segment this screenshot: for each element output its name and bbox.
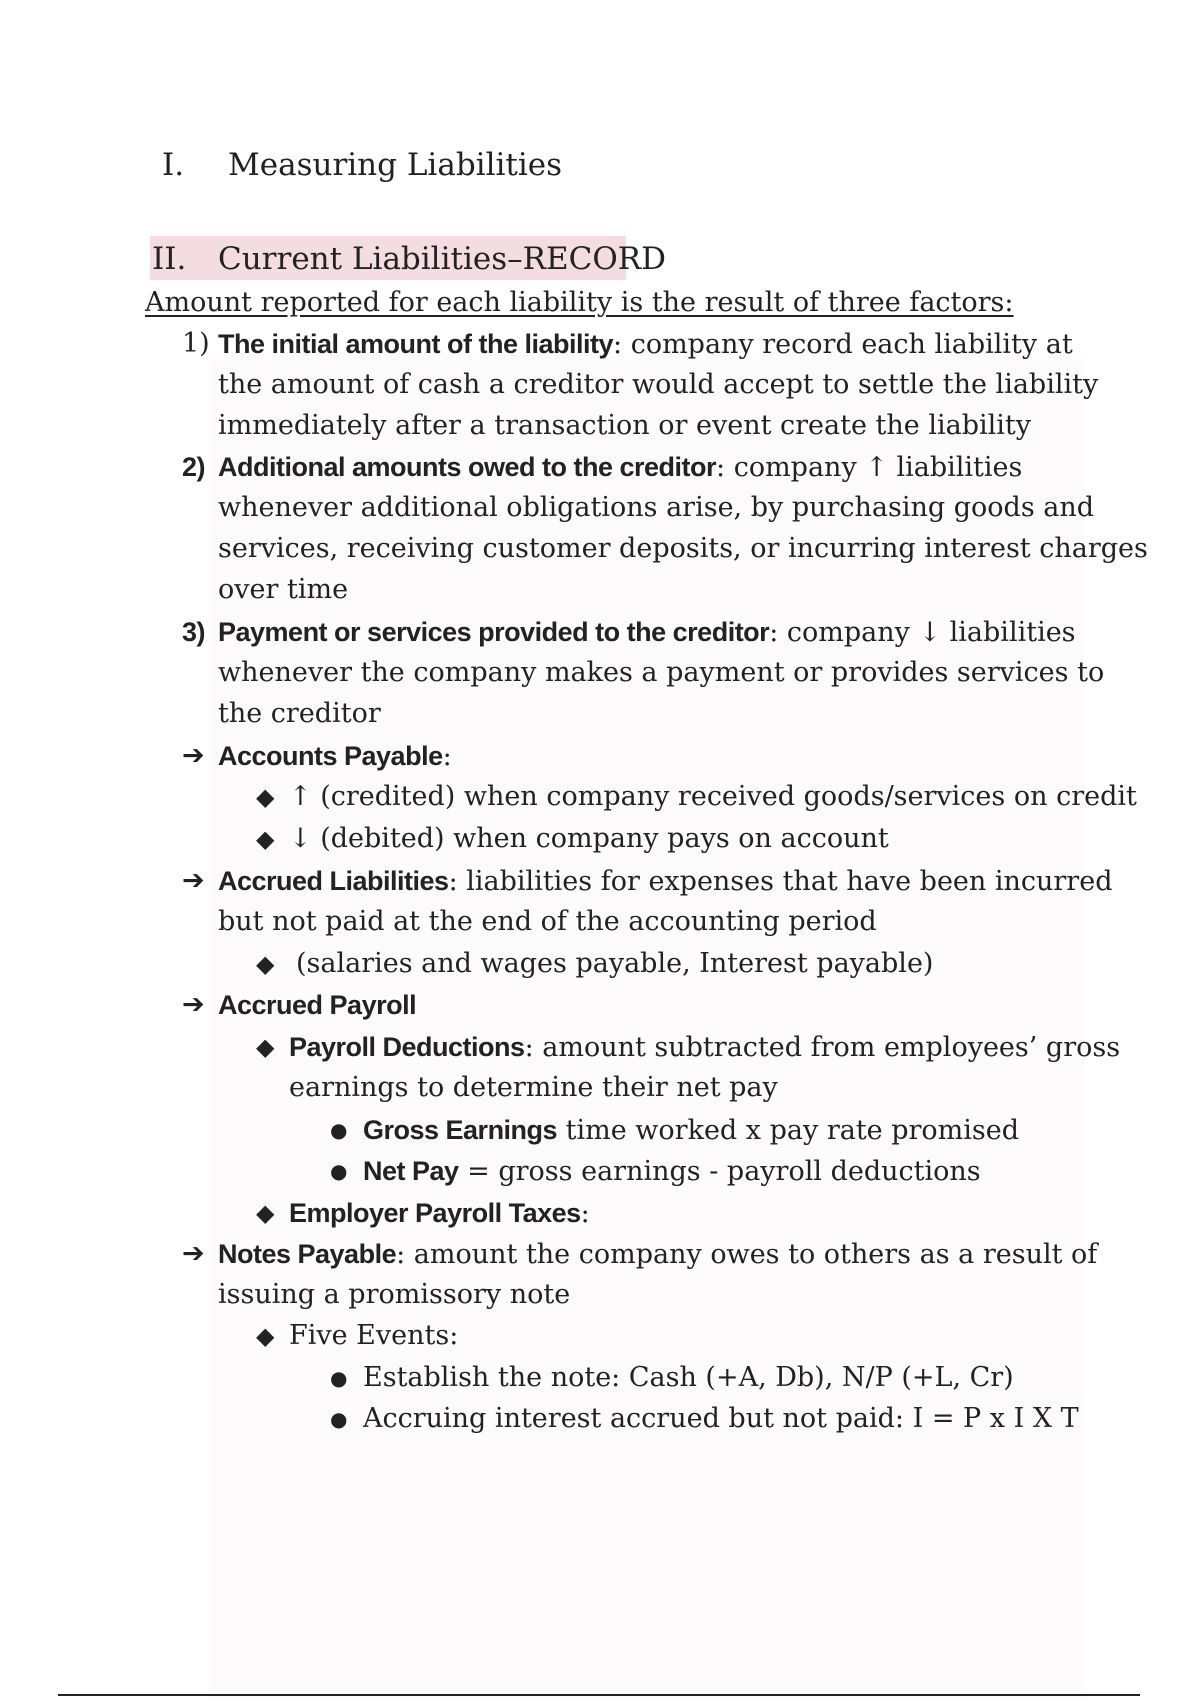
accrued-liabilities-line-2: but not paid at the end of the accounting period [218,906,877,937]
five-events-label: Five Events: [289,1320,459,1351]
factor-1-line-2: the amount of cash a creditor would accept to settle the liability [218,369,1099,400]
section-2-heading [152,240,666,280]
diamond-icon: ◆ [256,1033,275,1061]
arrow-icon: ➔ [182,989,205,1020]
factor-2-line-2: whenever additional obligations arise, by purchasing goods and [218,492,1095,523]
factor-3-line-2: whenever the company makes a payment or provides services to [218,657,1105,688]
section-2-title: Current Liabilities–RECORD [218,241,666,277]
accounts-payable-term: Accounts Payable [218,741,443,771]
payroll-deductions-line-2: earnings to determine their net pay [289,1072,778,1103]
event-1: Establish the note: Cash (+A, Db), N/P (+L, Cr) [363,1362,1014,1393]
bullet-dot-icon: ● [330,1118,348,1142]
factor-3-term: Payment or services provided to the creditor [218,617,770,647]
factor-3-line-3: the creditor [218,698,381,729]
payroll-deductions-term: Payroll Deductions [289,1032,525,1062]
diamond-icon: ◆ [256,783,275,811]
arrow-icon: ➔ [182,740,205,771]
bullet-dot-icon: ● [330,1366,348,1390]
bottom-rule [58,1694,1140,1696]
accrued-liabilities-line-1: Accrued Liabilities: liabilities for expenses that have been incurred [218,866,1113,897]
net-pay-term: Net Pay [363,1156,459,1186]
factor-1-line-1: The initial amount of the liability: company record each liability at [218,329,1073,360]
gross-earnings-term: Gross Earnings [363,1115,558,1145]
section-1-heading [162,146,662,186]
accrued-payroll-heading [218,986,416,1025]
section-1-number: I. [162,147,185,183]
section-1-title: Measuring Liabilities [228,147,563,183]
accrued-liabilities-bullet: (salaries and wages payable, Interest payable) [296,948,934,979]
diamond-icon: ◆ [256,1199,275,1227]
intro-text: Amount reported for each liability is the result of three factors: [145,287,1014,318]
bullet-dot-icon: ● [330,1159,348,1183]
payroll-deductions-line-1: Payroll Deductions: amount subtracted from employees’ gross [289,1032,1121,1063]
factor-3-number: 3) [182,617,206,647]
factor-3-line-1: Payment or services provided to the creditor: company ↓ liabilities [218,617,1076,648]
net-pay-line: Net Pay = gross earnings - payroll deductions [363,1156,981,1187]
factor-1-term: The initial amount of the liability [218,329,614,359]
arrow-icon: ➔ [182,1238,205,1269]
gross-earnings-line: Gross Earnings time worked x pay rate promised [363,1115,1020,1146]
accounts-payable-bullet-2: ↓ (debited) when company pays on account [289,823,889,854]
factor-2-term: Additional amounts owed to the creditor [218,452,717,482]
factor-2-number: 2) [182,452,206,482]
accrued-payroll-term: Accrued Payroll [218,990,417,1020]
bullet-dot-icon: ● [330,1407,348,1431]
factor-1-line-3: immediately after a transaction or event create the liability [218,410,1032,441]
notes-payable-line-1: Notes Payable: amount the company owes to others as a result of [218,1239,1098,1270]
section-2-number: II. [152,241,187,277]
accounts-payable-bullet-1: ↑ (credited) when company received goods/services on credit [289,781,1137,812]
event-2: Accruing interest accrued but not paid: I = P x I X T [363,1403,1079,1434]
diamond-icon: ◆ [256,950,275,978]
notes-payable-term: Notes Payable [218,1239,397,1269]
factor-2-line-3: services, receiving customer deposits, or incurring interest charges [218,533,1148,564]
arrow-icon: ➔ [182,865,205,896]
accrued-liabilities-term: Accrued Liabilities [218,866,449,896]
diamond-icon: ◆ [256,1322,275,1350]
factor-2-line-4: over time [218,574,349,605]
diamond-icon: ◆ [256,825,275,853]
employer-payroll-taxes-line: Employer Payroll Taxes: [289,1198,590,1229]
employer-payroll-taxes-term: Employer Payroll Taxes [289,1198,581,1228]
notes-payable-line-2: issuing a promissory note [218,1279,571,1310]
accounts-payable-heading: Accounts Payable: [218,741,452,772]
factor-1-number: 1) [182,328,210,359]
factor-2-line-1: Additional amounts owed to the creditor: company ↑ liabilities [218,452,1023,483]
